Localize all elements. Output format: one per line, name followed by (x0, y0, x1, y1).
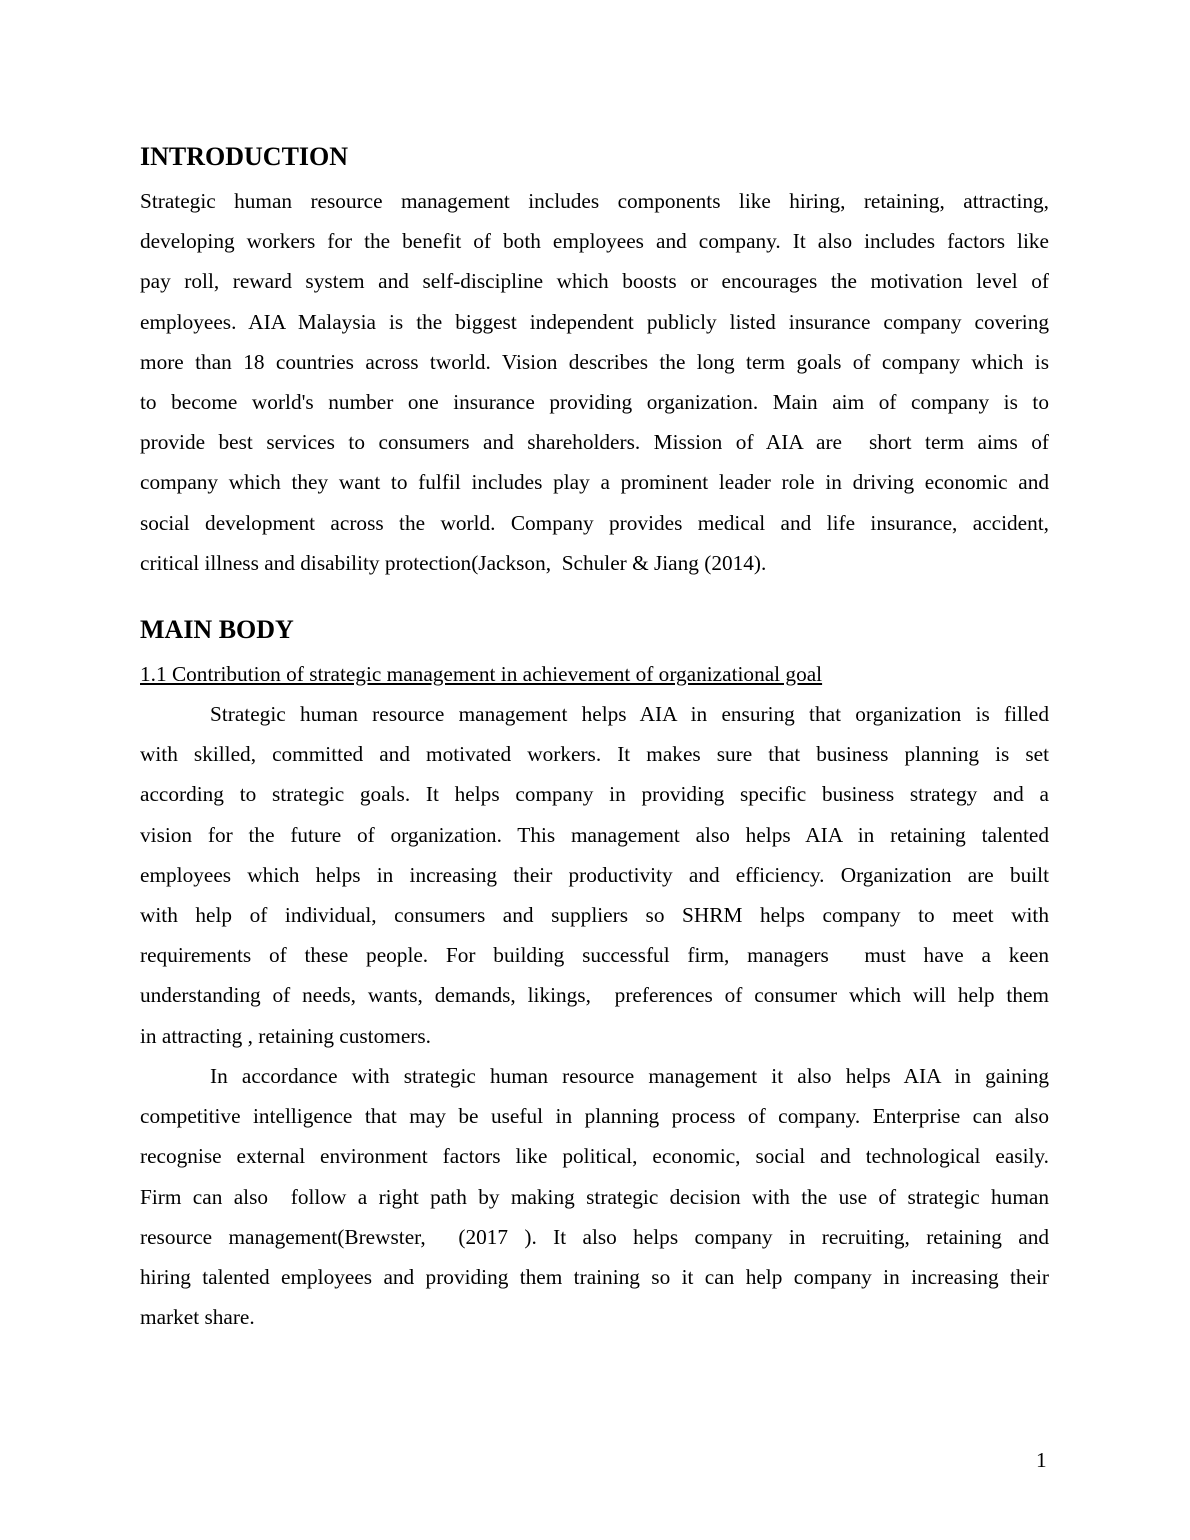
text-line: employees. AIA Malaysia is the biggest independent publicly listed insurance company covering (140, 309, 1049, 334)
text-line: company which they want to fulfil includes play a prominent leader role in driving economic and (140, 470, 1049, 495)
text-line: according to strategic goals. It helps company in providing specific business strategy and a (140, 782, 1049, 807)
text-line: competitive intelligence that may be useful in planning process of company. Enterprise can also (140, 1104, 1049, 1129)
text-line: Firm can also follow a right path by making strategic decision with the use of strategic human (140, 1184, 1049, 1209)
text-line: recognise external environment factors like political, economic, social and technological easily. (140, 1144, 1049, 1169)
text-line: employees which helps in increasing their productivity and efficiency. Organization are built (140, 862, 1049, 887)
text-line: market share. (140, 1305, 255, 1330)
main-body-heading: MAIN BODY (140, 615, 294, 644)
text-line: Strategic human resource management includes components like hiring, retaining, attracting, (140, 189, 1049, 213)
text-line: understanding of needs, wants, demands, likings, preferences of consumer which will help them (140, 983, 1049, 1008)
introduction-paragraph (140, 181, 1049, 583)
text-line: developing workers for the benefit of both employees and company. It also includes factors like (140, 229, 1049, 254)
page-number: 1 (1036, 1448, 1047, 1472)
text-line: hiring talented employees and providing them training so it can help company in increasing their (140, 1264, 1049, 1289)
main-paragraph-1 (140, 694, 1049, 1056)
text-line: pay roll, reward system and self-discipline which boosts or encourages the motivation level of (140, 269, 1049, 294)
text-line: to become world's number one insurance providing organization. Main aim of company is to (140, 389, 1049, 414)
text-line: with skilled, committed and motivated workers. It makes sure that business planning is set (140, 742, 1049, 767)
text-line: requirements of these people. For building successful firm, managers must have a keen (140, 943, 1049, 968)
text-line: with help of individual, consumers and suppliers so SHRM helps company to meet with (140, 902, 1049, 927)
section-subheading: 1.1 Contribution of strategic management in achievement of organizational goal (140, 662, 823, 686)
text-line: social development across the world. Company provides medical and life insurance, accident, (140, 510, 1049, 535)
text-line: critical illness and disability protection(Jackson, Schuler & Jiang (2014). (140, 550, 767, 575)
text-line: resource management(Brewster, (2017 ). It also helps company in recruiting, retaining and (140, 1224, 1049, 1249)
text-line: in attracting , retaining customers. (140, 1023, 431, 1048)
text-line: more than 18 countries across tworld. Vision describes the long term goals of company which is (140, 349, 1049, 374)
text-line: In accordance with strategic human resource management it also helps AIA in gaining (210, 1064, 1049, 1088)
main-paragraph-2 (140, 1056, 1049, 1337)
introduction-heading: INTRODUCTION (140, 142, 349, 171)
text-line: provide best services to consumers and shareholders. Mission of AIA are short term aims of (140, 430, 1049, 455)
text-line: Strategic human resource management helps AIA in ensuring that organization is filled (210, 702, 1049, 726)
text-line: vision for the future of organization. This management also helps AIA in retaining talented (140, 822, 1049, 847)
